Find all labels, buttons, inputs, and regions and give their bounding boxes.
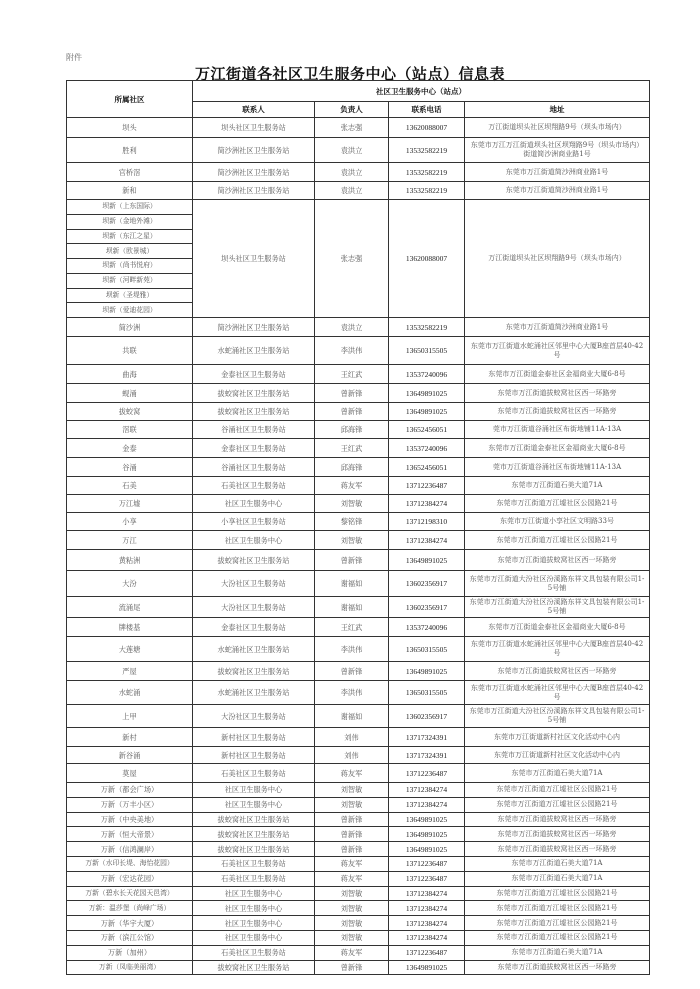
community-cell: 万新（恒大帝景） (67, 827, 193, 842)
address-cell: 东莞市万江街道万江墟社区公园路21号 (465, 916, 650, 931)
address-cell: 东莞市万江街道万江墟社区公园路21号 (465, 930, 650, 945)
site-cell: 拔蛟窝社区卫生服务站 (193, 384, 315, 403)
person-cell: 袁洪立 (315, 182, 389, 200)
phone-cell: 13649891025 (389, 403, 465, 421)
address-cell: 东莞市万江街道万江墟社区公园路21号 (465, 901, 650, 916)
phone-cell: 13712384274 (389, 930, 465, 945)
table-row (67, 797, 650, 812)
phone-cell: 13712384274 (389, 783, 465, 798)
site-cell: 大汾社区卫生服务站 (193, 571, 315, 597)
community-cell: 新村 (67, 728, 193, 747)
community-cell: 石美 (67, 477, 193, 495)
site-cell: 大汾社区卫生服务站 (193, 705, 315, 728)
person-cell: 刘智敏 (315, 783, 389, 798)
phone-cell: 13537240096 (389, 439, 465, 458)
site-cell: 石美社区卫生服务站 (193, 871, 315, 886)
address-cell: 东莞市万江街道石美大道71A (465, 871, 650, 886)
person-cell: 张志强 (315, 118, 389, 138)
table-row (67, 886, 650, 901)
community-cell: 坝新（东江之星） (67, 229, 193, 244)
community-cell: 小享 (67, 513, 193, 531)
address-cell: 东莞市万江街道拔蛟窝社区西一环路旁 (465, 812, 650, 827)
header-address: 地址 (465, 102, 650, 118)
address-cell: 东莞市万江街道拔蛟窝社区西一环路旁 (465, 662, 650, 681)
person-cell: 曾新锋 (315, 384, 389, 403)
site-cell: 新村社区卫生服务站 (193, 747, 315, 764)
header-phone: 联系电话 (389, 102, 465, 118)
community-cell: 上甲 (67, 705, 193, 728)
address-cell: 东莞市万江街道拔蛟窝社区西一环路旁 (465, 550, 650, 571)
site-cell: 简沙洲社区卫生服务站 (193, 182, 315, 200)
phone-cell: 13712198310 (389, 513, 465, 531)
table-row (67, 764, 650, 783)
community-cell: 滘联 (67, 421, 193, 439)
community-cell: 莫屋 (67, 764, 193, 783)
address-cell: 东莞市万江万江街道坝头社区坝翔路9号（坝头市场内）街道简沙洲商业路1号 (465, 138, 650, 163)
phone-cell: 13712236487 (389, 477, 465, 495)
person-cell: 蒋友军 (315, 945, 389, 960)
community-cell: 曲海 (67, 365, 193, 384)
table-row (67, 783, 650, 798)
site-cell: 小享社区卫生服务站 (193, 513, 315, 531)
table-row (67, 138, 650, 163)
address-cell: 东莞市万江街道石美大道71A (465, 764, 650, 783)
page-title: 万江街道各社区卫生服务中心（站点）信息表 (194, 65, 505, 83)
community-cell: 万新（中央美地） (67, 812, 193, 827)
phone-cell: 13712384274 (389, 495, 465, 513)
community-cell: 新和 (67, 182, 193, 200)
community-cell: 谷涌 (67, 458, 193, 477)
person-cell: 袁洪立 (315, 163, 389, 182)
community-cell: 坝新（圣堤雅） (67, 288, 193, 303)
site-cell: 新村社区卫生服务站 (193, 728, 315, 747)
table-row (67, 318, 650, 337)
site-cell: 社区卫生服务中心 (193, 886, 315, 901)
table-row (67, 513, 650, 531)
table-row (67, 930, 650, 945)
person-cell: 曾新锋 (315, 960, 389, 975)
person-cell: 曾新锋 (315, 662, 389, 681)
address-cell: 东莞市万江街道简沙洲商业路1号 (465, 318, 650, 337)
person-cell: 李洪伟 (315, 337, 389, 365)
address-cell: 东莞市万江街道拔蛟窝社区西一环路旁 (465, 842, 650, 857)
community-cell: 水蛇涌 (67, 681, 193, 705)
table-row (67, 421, 650, 439)
health-center-table (66, 80, 650, 975)
community-cell: 万新（凤临美丽湾） (67, 960, 193, 975)
phone-cell: 13649891025 (389, 550, 465, 571)
person-cell: 王红武 (315, 618, 389, 637)
site-cell: 社区卫生服务中心 (193, 901, 315, 916)
address-cell: 东莞市万江街道简沙洲商业路1号 (465, 163, 650, 182)
address-cell: 东莞市万江街道水蛇涌社区邻里中心大厦B座首层40-42号 (465, 337, 650, 365)
person-cell: 曾新锋 (315, 550, 389, 571)
community-cell: 拔蛟窝 (67, 403, 193, 421)
person-cell: 刘智敏 (315, 886, 389, 901)
person-cell: 曾新锋 (315, 812, 389, 827)
person-cell: 刘智敏 (315, 797, 389, 812)
phone-cell: 13649891025 (389, 842, 465, 857)
person-cell: 蒋友军 (315, 871, 389, 886)
table-row (67, 871, 650, 886)
table-row (67, 681, 650, 705)
person-cell: 蒋友军 (315, 856, 389, 871)
site-cell: 社区卫生服务中心 (193, 916, 315, 931)
table-row (67, 495, 650, 513)
community-cell: 大莲塘 (67, 637, 193, 662)
header-contact-site: 联系人 (193, 102, 315, 118)
table-row (67, 901, 650, 916)
phone-cell: 13712384274 (389, 531, 465, 550)
site-cell: 简沙洲社区卫生服务站 (193, 318, 315, 337)
table-row (67, 163, 650, 182)
person-cell: 刘智敏 (315, 916, 389, 931)
table-row (67, 571, 650, 597)
site-cell: 社区卫生服务中心 (193, 783, 315, 798)
address-cell: 东莞市万江街道小享社区文明路33号 (465, 513, 650, 531)
person-cell: 曾新锋 (315, 827, 389, 842)
site-cell: 简沙洲社区卫生服务站 (193, 138, 315, 163)
person-cell: 王红武 (315, 365, 389, 384)
site-cell: 谷涌社区卫生服务站 (193, 421, 315, 439)
phone-cell: 13649891025 (389, 812, 465, 827)
table-row (67, 550, 650, 571)
community-cell: 严屋 (67, 662, 193, 681)
phone-cell: 13537240096 (389, 618, 465, 637)
table-row (67, 403, 650, 421)
community-cell: 万新：温莎堡（尚峰广场） (67, 901, 193, 916)
phone-cell: 13532582219 (389, 318, 465, 337)
address-cell: 东莞市万江街道拔蛟窝社区西一环路旁 (465, 960, 650, 975)
phone-cell: 13712384274 (389, 916, 465, 931)
site-cell: 社区卫生服务中心 (193, 495, 315, 513)
phone-cell: 13649891025 (389, 384, 465, 403)
site-cell: 大汾社区卫生服务站 (193, 597, 315, 618)
phone-cell: 13712236487 (389, 856, 465, 871)
table-row (67, 916, 650, 931)
attachment-label: 附件 (66, 53, 82, 62)
phone-cell: 13649891025 (389, 662, 465, 681)
phone-cell: 13532582219 (389, 182, 465, 200)
address-cell: 东莞市万江街道金泰社区金福商业大厦6-8号 (465, 365, 650, 384)
address-cell: 东莞市万江街道简沙洲商业路1号 (465, 182, 650, 200)
address-cell: 万江街道坝头社区坝翔路9号（坝头市场内） (465, 118, 650, 138)
address-cell: 东莞市万江街道石美大道71A (465, 477, 650, 495)
site-cell: 水蛇涌社区卫生服务站 (193, 637, 315, 662)
community-cell: 大汾 (67, 571, 193, 597)
community-cell: 简沙洲 (67, 318, 193, 337)
person-cell: 袁洪立 (315, 318, 389, 337)
community-cell: 万江 (67, 531, 193, 550)
person-cell: 谢福如 (315, 597, 389, 618)
person-cell: 谢福如 (315, 705, 389, 728)
site-cell: 水蛇涌社区卫生服务站 (193, 681, 315, 705)
person-cell: 王红武 (315, 439, 389, 458)
person-cell: 刘伟 (315, 728, 389, 747)
community-cell: 流涌尾 (67, 597, 193, 618)
address-cell: 东莞市万江街道金泰社区金福商业大厦6-8号 (465, 618, 650, 637)
site-cell: 拔蛟窝社区卫生服务站 (193, 550, 315, 571)
address-cell: 东莞市万江街道万江墟社区公园路21号 (465, 783, 650, 798)
community-cell: 共联 (67, 337, 193, 365)
address-cell: 东莞市万江街道大汾社区汾溪路东祥文具包装有限公司1-5号铺 (465, 705, 650, 728)
person-cell: 刘智敏 (315, 495, 389, 513)
address-cell: 东莞市万江街道石美大道71A (465, 945, 650, 960)
address-cell: 东莞市万江街道拔蛟窝社区西一环路旁 (465, 403, 650, 421)
site-cell: 金泰社区卫生服务站 (193, 365, 315, 384)
community-cell: 万新（滨江公馆） (67, 930, 193, 945)
community-cell: 万新（信鸿澜岸） (67, 842, 193, 857)
table-row (67, 365, 650, 384)
site-cell: 拔蛟窝社区卫生服务站 (193, 960, 315, 975)
community-cell: 牌楼基 (67, 618, 193, 637)
address-cell: 东莞市万江街道大汾社区汾溪路东祥文具包装有限公司1-5号铺 (465, 597, 650, 618)
site-cell: 社区卫生服务中心 (193, 930, 315, 945)
person-cell: 曾新锋 (315, 403, 389, 421)
table-row (67, 662, 650, 681)
person-cell: 邱海锋 (315, 421, 389, 439)
site-cell: 社区卫生服务中心 (193, 797, 315, 812)
address-cell: 东莞市万江街道大汾社区汾溪路东祥文具包装有限公司1-5号铺 (465, 571, 650, 597)
community-cell: 新谷涌 (67, 747, 193, 764)
phone-cell: 13712236487 (389, 764, 465, 783)
person-cell: 袁洪立 (315, 138, 389, 163)
community-cell: 坝头 (67, 118, 193, 138)
address-cell: 东莞市万江街道万江墟社区公园路21号 (465, 886, 650, 901)
person-cell: 刘伟 (315, 747, 389, 764)
person-cell: 黎铭锋 (315, 513, 389, 531)
phone-cell: 13650315505 (389, 681, 465, 705)
address-cell: 东莞市万江街道万江墟社区公园路21号 (465, 495, 650, 513)
community-cell: 万新（万丰小区） (67, 797, 193, 812)
phone-cell: 13717324391 (389, 747, 465, 764)
table-row (67, 384, 650, 403)
address-cell: 莞市万江街道谷涌社区布街地铺11A-13A (465, 421, 650, 439)
site-cell: 谷涌社区卫生服务站 (193, 458, 315, 477)
community-cell: 万新（加州） (67, 945, 193, 960)
header-community: 所属社区 (67, 81, 193, 118)
phone-cell: 13717324391 (389, 728, 465, 747)
table-row (67, 747, 650, 764)
site-cell: 金泰社区卫生服务站 (193, 439, 315, 458)
community-cell: 万新（华宇大厦） (67, 916, 193, 931)
phone-cell: 13602356917 (389, 597, 465, 618)
phone-cell: 13620088007 (389, 200, 465, 318)
table-row (67, 618, 650, 637)
site-cell: 石美社区卫生服务站 (193, 945, 315, 960)
community-cell: 金泰 (67, 439, 193, 458)
header-person-in-charge: 负责人 (315, 102, 389, 118)
site-cell: 金泰社区卫生服务站 (193, 618, 315, 637)
address-cell: 东莞市万江街道水蛇涌社区邻里中心大厦B座首层40-42号 (465, 637, 650, 662)
phone-cell: 13712384274 (389, 901, 465, 916)
community-cell: 坝新（欧景城） (67, 244, 193, 259)
person-cell: 刘智敏 (315, 930, 389, 945)
table-row (67, 827, 650, 842)
community-cell: 万新（宏达花园） (67, 871, 193, 886)
phone-cell: 13649891025 (389, 960, 465, 975)
phone-cell: 13652456051 (389, 458, 465, 477)
community-cell: 胜利 (67, 138, 193, 163)
site-cell: 拔蛟窝社区卫生服务站 (193, 662, 315, 681)
address-cell: 东莞市万江街道新村社区文化活动中心内 (465, 747, 650, 764)
community-cell: 坝新（上东国际） (67, 200, 193, 215)
table-row (67, 531, 650, 550)
address-cell: 东莞市万江街道拔蛟窝社区西一环路旁 (465, 827, 650, 842)
community-cell: 蚬涌 (67, 384, 193, 403)
site-cell: 拔蛟窝社区卫生服务站 (193, 403, 315, 421)
address-cell: 东莞市万江街道新村社区文化活动中心内 (465, 728, 650, 747)
table-row (67, 182, 650, 200)
table-row (67, 960, 650, 975)
person-cell: 张志强 (315, 200, 389, 318)
phone-cell: 13650315505 (389, 637, 465, 662)
phone-cell: 13602356917 (389, 705, 465, 728)
table-row (67, 200, 650, 215)
address-cell: 东莞市万江街道拔蛟窝社区西一环路旁 (465, 384, 650, 403)
site-cell: 拔蛟窝社区卫生服务站 (193, 842, 315, 857)
phone-cell: 13537240096 (389, 365, 465, 384)
community-cell: 万新（碧水长天花园天邑湾） (67, 886, 193, 901)
phone-cell: 13712384274 (389, 886, 465, 901)
table-row (67, 439, 650, 458)
phone-cell: 13620088007 (389, 118, 465, 138)
table-row (67, 856, 650, 871)
site-cell: 社区卫生服务中心 (193, 531, 315, 550)
site-cell: 石美社区卫生服务站 (193, 477, 315, 495)
table-row (67, 728, 650, 747)
table-row (67, 812, 650, 827)
phone-cell: 13532582219 (389, 163, 465, 182)
address-cell: 东莞市万江街道万江墟社区公园路21号 (465, 531, 650, 550)
person-cell: 李洪伟 (315, 681, 389, 705)
community-cell: 万江墟 (67, 495, 193, 513)
phone-cell: 13652456051 (389, 421, 465, 439)
person-cell: 蒋友军 (315, 477, 389, 495)
table-row (67, 945, 650, 960)
site-cell: 拔蛟窝社区卫生服务站 (193, 812, 315, 827)
site-cell: 石美社区卫生服务站 (193, 856, 315, 871)
person-cell: 曾新锋 (315, 842, 389, 857)
phone-cell: 13712236487 (389, 871, 465, 886)
community-cell: 官桥滘 (67, 163, 193, 182)
table-row (67, 337, 650, 365)
address-cell: 莞市万江街道谷涌社区布街地铺11A-13A (465, 458, 650, 477)
community-cell: 万新（水印长堤、海怡花园） (67, 856, 193, 871)
phone-cell: 13602356917 (389, 571, 465, 597)
table-row (67, 705, 650, 728)
table-row (67, 597, 650, 618)
table-row (67, 458, 650, 477)
phone-cell: 13712236487 (389, 945, 465, 960)
header-center-group: 社区卫生服务中心（站点） (193, 81, 650, 102)
person-cell: 刘智敏 (315, 901, 389, 916)
site-cell: 坝头社区卫生服务站 (193, 200, 315, 318)
phone-cell: 13650315505 (389, 337, 465, 365)
site-cell: 坝头社区卫生服务站 (193, 118, 315, 138)
person-cell: 李洪伟 (315, 637, 389, 662)
site-cell: 拔蛟窝社区卫生服务站 (193, 827, 315, 842)
community-cell: 坝新（金地外滩） (67, 214, 193, 229)
community-cell: 坝新（河畔新苑） (67, 273, 193, 288)
person-cell: 蒋友军 (315, 764, 389, 783)
person-cell: 邱海锋 (315, 458, 389, 477)
address-cell: 东莞市万江街道万江墟社区公园路21号 (465, 797, 650, 812)
site-cell: 石美社区卫生服务站 (193, 764, 315, 783)
phone-cell: 13712384274 (389, 797, 465, 812)
community-cell: 坝新（尚书悦府） (67, 259, 193, 274)
community-cell: 坝新（爱迪花园） (67, 303, 193, 318)
address-cell: 东莞市万江街道金泰社区金福商业大厦6-8号 (465, 439, 650, 458)
community-cell: 黄粘洲 (67, 550, 193, 571)
phone-cell: 13532582219 (389, 138, 465, 163)
site-cell: 简沙洲社区卫生服务站 (193, 163, 315, 182)
address-cell: 万江街道坝头社区坝翔路9号（坝头市场内） (465, 200, 650, 318)
address-cell: 东莞市万江街道石美大道71A (465, 856, 650, 871)
address-cell: 东莞市万江街道水蛇涌社区邻里中心大厦B座首层40-42号 (465, 681, 650, 705)
site-cell: 水蛇涌社区卫生服务站 (193, 337, 315, 365)
table-row (67, 842, 650, 857)
person-cell: 谢福如 (315, 571, 389, 597)
phone-cell: 13649891025 (389, 827, 465, 842)
community-cell: 万新（都会广场） (67, 783, 193, 798)
person-cell: 刘智敏 (315, 531, 389, 550)
table-row (67, 637, 650, 662)
table-row (67, 118, 650, 138)
table-row (67, 477, 650, 495)
